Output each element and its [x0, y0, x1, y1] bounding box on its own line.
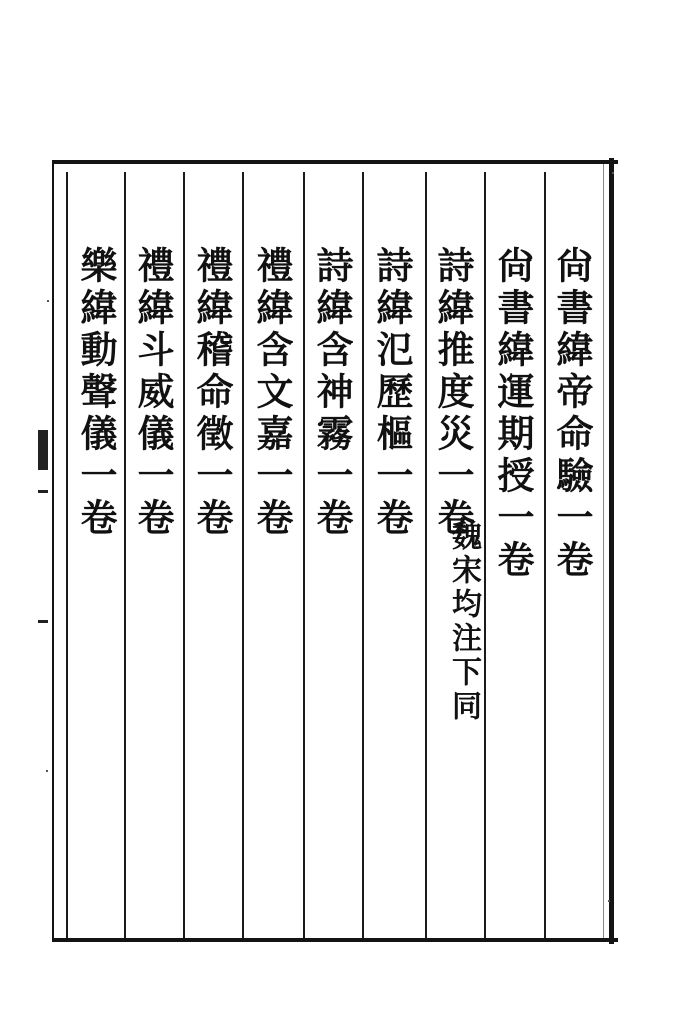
scan-speck [612, 172, 614, 174]
column-separator [242, 172, 244, 938]
frame-left-rule [52, 162, 54, 940]
column-4-text: 詩緯氾歷樞一卷 [370, 246, 414, 540]
frame-right-rule [609, 158, 614, 944]
column-separator [183, 172, 185, 938]
column-separator [303, 172, 305, 938]
column-7-text: 禮緯稽命徵一卷 [190, 246, 234, 540]
column-8-text: 禮緯斗威儀一卷 [131, 246, 175, 540]
column-separator [124, 172, 126, 938]
column-separator [484, 172, 486, 938]
scan-speck [608, 900, 610, 902]
column-6-text: 禮緯含文嘉一卷 [250, 246, 294, 540]
gutter-divider [38, 490, 48, 493]
column-5-text: 詩緯含神霧一卷 [310, 246, 354, 540]
column-separator [425, 172, 427, 938]
column-9-text: 樂緯動聲儀一卷 [74, 246, 118, 540]
scan-speck [46, 770, 48, 772]
gutter-divider [38, 620, 48, 623]
frame-top-rule [52, 160, 618, 164]
column-3-annotation: 魏宋均注下同 [446, 520, 481, 724]
column-1-text: 尙書緯帝命驗一卷 [550, 246, 594, 582]
column-separator [362, 172, 364, 938]
scan-speck [47, 300, 49, 302]
gutter-fishtail-mark [38, 430, 48, 470]
column-2-text: 尙書緯運期授一卷 [491, 246, 535, 582]
column-separator [544, 172, 546, 938]
column-3-text: 詩緯推度災一卷 [431, 246, 475, 540]
frame-inner-right-rule [603, 162, 604, 938]
column-separator [66, 172, 68, 938]
frame-bottom-rule [52, 938, 618, 942]
